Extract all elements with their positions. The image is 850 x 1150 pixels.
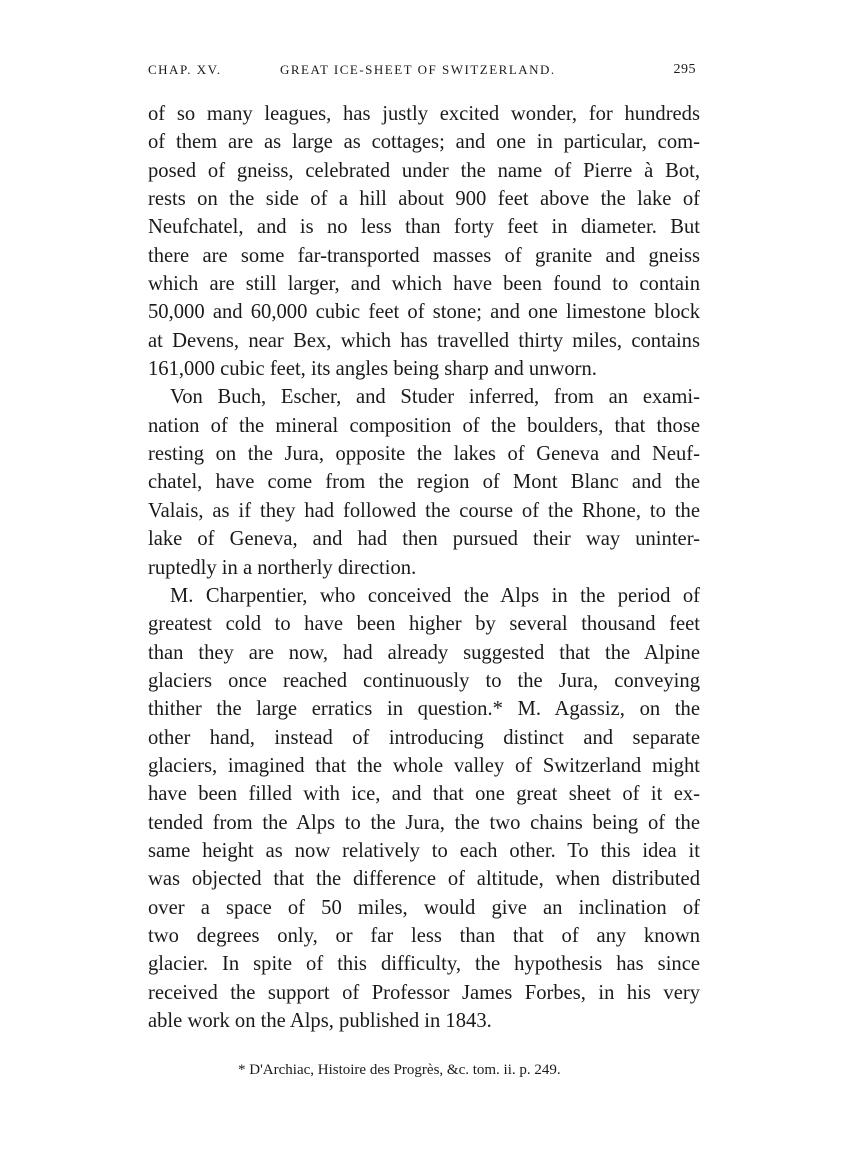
- page-number: 295: [673, 62, 696, 77]
- text-line: 50,000 and 60,000 cubic feet of stone; and one limestone block: [148, 301, 700, 324]
- text-line: posed of gneiss, celebrated under the name of Pierre à Bot,: [148, 159, 700, 182]
- text-line: of them are as large as cottages; and one in particular, com-: [148, 131, 700, 154]
- text-line: there are some far-transported masses of granite and gneiss: [148, 244, 700, 267]
- text-line: ruptedly in a northerly direction.: [148, 556, 417, 579]
- text-line: tended from the Alps to the Jura, the two chains being of the: [148, 811, 700, 834]
- text-line: nation of the mineral composition of the boulders, that those: [148, 414, 700, 437]
- running-title: GREAT ICE-SHEET OF SWITZERLAND.: [280, 62, 556, 77]
- text-line: greatest cold to have been higher by several thousand feet: [148, 613, 700, 636]
- text-line: received the support of Professor James Forbes, in his very: [148, 981, 700, 1004]
- body-text: [148, 100, 700, 1035]
- text-line: lake of Geneva, and had then pursued their way uninter-: [148, 528, 700, 551]
- text-line: over a space of 50 miles, would give an inclination of: [148, 896, 700, 919]
- text-line: same height as now relatively to each other. To this idea it: [148, 839, 700, 862]
- footnote: * D'Archiac, Histoire des Progrès, &c. tom. ii. p. 249.: [238, 1062, 561, 1078]
- text-line: Valais, as if they had followed the course of the Rhone, to the: [148, 499, 700, 522]
- text-line: of so many leagues, has justly excited wonder, for hundreds: [148, 103, 700, 125]
- text-line: M. Charpentier, who conceived the Alps in the period of: [170, 584, 700, 607]
- text-line: glaciers once reached continuously to the Jura, conveying: [148, 669, 700, 692]
- text-line: 161,000 cubic feet, its angles being sharp and unworn.: [148, 358, 597, 381]
- text-line: able work on the Alps, published in 1843.: [148, 1010, 492, 1032]
- text-line: have been filled with ice, and that one great sheet of it ex-: [148, 783, 700, 806]
- text-line: was objected that the difference of altitude, when distributed: [148, 868, 700, 891]
- chapter-label: CHAP. XV.: [148, 62, 222, 77]
- text-line: than they are now, had already suggested that the Alpine: [148, 641, 700, 664]
- text-line: two degrees only, or far less than that of any known: [148, 924, 700, 947]
- running-header: [148, 62, 700, 84]
- text-line: thither the large erratics in question.* M. Agassiz, on the: [148, 698, 700, 721]
- text-line: which are still larger, and which have been found to contain: [148, 273, 700, 296]
- text-line: glaciers, imagined that the whole valley of Switzerland might: [148, 754, 700, 777]
- text-line: rests on the side of a hill about 900 feet above the lake of: [148, 188, 700, 211]
- text-line: chatel, have come from the region of Mont Blanc and the: [148, 471, 700, 494]
- text-line: resting on the Jura, opposite the lakes of Geneva and Neuf-: [148, 443, 700, 466]
- book-page: [148, 0, 700, 1150]
- text-line: other hand, instead of introducing distinct and separate: [148, 726, 700, 749]
- text-line: Von Buch, Escher, and Studer inferred, from an exami-: [170, 386, 700, 409]
- text-line: at Devens, near Bex, which has travelled thirty miles, contains: [148, 329, 700, 352]
- text-line: glacier. In spite of this difficulty, the hypothesis has since: [148, 953, 700, 976]
- text-line: Neufchatel, and is no less than forty feet in diameter. But: [148, 216, 700, 239]
